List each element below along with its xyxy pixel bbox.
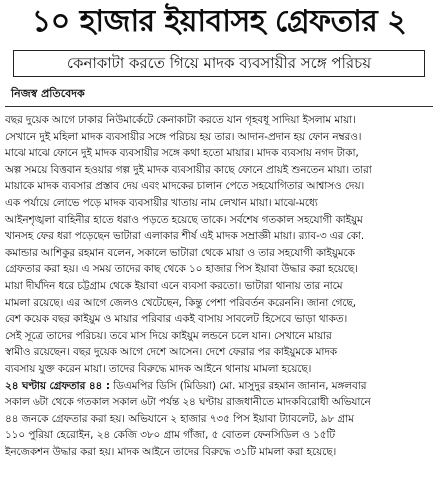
headline: ১০ হাজার ইয়াবাসহ গ্রেফতার ২ bbox=[31, 4, 407, 39]
body-line: ইনজেকশন উদ্ধার করা হয়। মাদক আইনে তাদের বিরুদ্ধে ৩১টি মামলা করা হয়েছে। bbox=[5, 445, 337, 458]
article-body bbox=[5, 112, 433, 460]
body-line: সকাল ৬টা থেকে গতকাল সকাল ৬টা পর্যন্ত ২৪ ঘণ্টায় রাজধানীতে মাদকবিরোধী অভিযানে bbox=[5, 396, 371, 409]
body-line: এক পর্যায়ে লোভে পড়ে মাদক ব্যবসায়ীর খাতায় নাম লেখান মায়া। মাঝে-মধ্যে bbox=[5, 196, 318, 209]
body-line: সেই সূত্রে তাদের পরিচয়। তবে মাস দিয়ে কাইয়ুম লন্ডনে চলে যান। সেখানে মায়ার bbox=[5, 329, 332, 342]
body-line: বেশ কয়েক বছর কাইয়ুম ও মায়ার পরিবার একই বাসায় সাবলেট হিসেবে ভাড়া থাকত। bbox=[5, 313, 348, 326]
section-lead: ২৪ ঘণ্টায় গ্রেফতার ৪৪ : bbox=[5, 379, 110, 392]
body-line: ১১০ পুরিয়া হেরোইন, ২৪ কেজি ৩৮০ গ্রাম গাঁজা, ৫ বোতল ফেনসিডিল ও ১৫টি bbox=[5, 429, 336, 442]
byline-divider bbox=[5, 106, 433, 107]
body-line: ব্যবসায় যুক্ত করেন মায়া। তাদের বিরুদ্ধে মাদক আইনে থানায় মামলা হয়েছে। bbox=[5, 362, 312, 375]
body-line: মায়াকে মাদক ব্যবসার প্রস্তাব দেয় এবং মাদকের চালান পেতে সহযোগিতার আশ্বাসও দেয়। bbox=[5, 180, 365, 193]
body-line: আইনশৃঙ্খলা বাহিনীর হাতে ধরাও পড়তে হয়েছে তাকে। সর্বশেষ গতকাল সহযোগী কাইয়ুম bbox=[5, 213, 363, 226]
body-line-lead bbox=[5, 378, 433, 395]
body-line: মামলা রয়েছে। এর আগে জেলও খেটেছেন, কিন্তু পেশা পরিবর্তন করেননি। জানা গেছে, bbox=[5, 296, 357, 309]
body-line: ৪৪ জনকে গ্রেফতার করা হয়। অভিযানে ২ হাজার ৭৩৫ পিস ইয়াবা ট্যাবলেট, ৯৮ গ্রাম bbox=[5, 412, 354, 425]
body-line: বছর দুয়েক আগে ঢাকার নিউমার্কেটে কেনাকাটা করতে যান গৃহবধূ সাদিয়া ইসলাম মায়া। bbox=[5, 114, 356, 126]
body-line: গ্রেফতার করা হয়। এ সময় তাদের কাছ থেকে ১০ হাজার পিস ইয়াবা উদ্ধার করা হয়েছে। bbox=[5, 263, 358, 276]
body-line: সেখানে দুই মহিলা মাদক ব্যবসায়ীর সঙ্গে পরিচয় হয় তার। আদান-প্রদান হয় ফোন নম্বরও। bbox=[5, 130, 362, 143]
body-line: মায়া দীর্ঘদিন ধরে চট্টগ্রাম থেকে ইয়াবা এনে ব্যবসা করতো। ভাটারা থানায় তার নামে bbox=[5, 279, 343, 292]
subheadline: কেনাকাটা করতে গিয়ে মাদক ব্যবসায়ীর সঙ্গে পরিচয় bbox=[13, 50, 425, 77]
body-line: মাঝে মাঝে ফোনে দুই মাদক ব্যবসায়ীর সঙ্গে কথা হতো মায়ার। মাদক ব্যবসায় নগদ টাকা, bbox=[5, 147, 359, 160]
body-line: অল্প সময়ে বিত্তবান হওয়ার গল্প দুই মাদক ব্যবসায়ীর কাছে ফোনে প্রায়ই শুনতেন মায়া। তারা bbox=[5, 163, 372, 176]
section-lead-rest: ডিএমপির ডিসি (মিডিয়া) মো. মাসুদুর রহমান জানান, মঙ্গলবার bbox=[109, 379, 367, 392]
body-line: খানসহ ফের ধরা পড়েছেন ভাটারা এলাকার শীর্ষ এই মাদক সম্রাজ্ঞী মায়া। র‌্যাব-৩ এর কো. bbox=[5, 230, 365, 243]
byline: নিজস্ব প্রতিবেদক bbox=[11, 87, 85, 100]
body-line: স্বামীও রয়েছেন। বছর দুয়েক আগে দেশে আসেন। দেশে ফেরার পর কাইয়ুমকে মাদক bbox=[5, 346, 337, 359]
body-line: কমান্ডার আশিকুর রহমান বলেন, সকালে ভাটারা থেকে মায়া ও তার সহযোগী কাইয়ুমকে bbox=[5, 246, 355, 259]
